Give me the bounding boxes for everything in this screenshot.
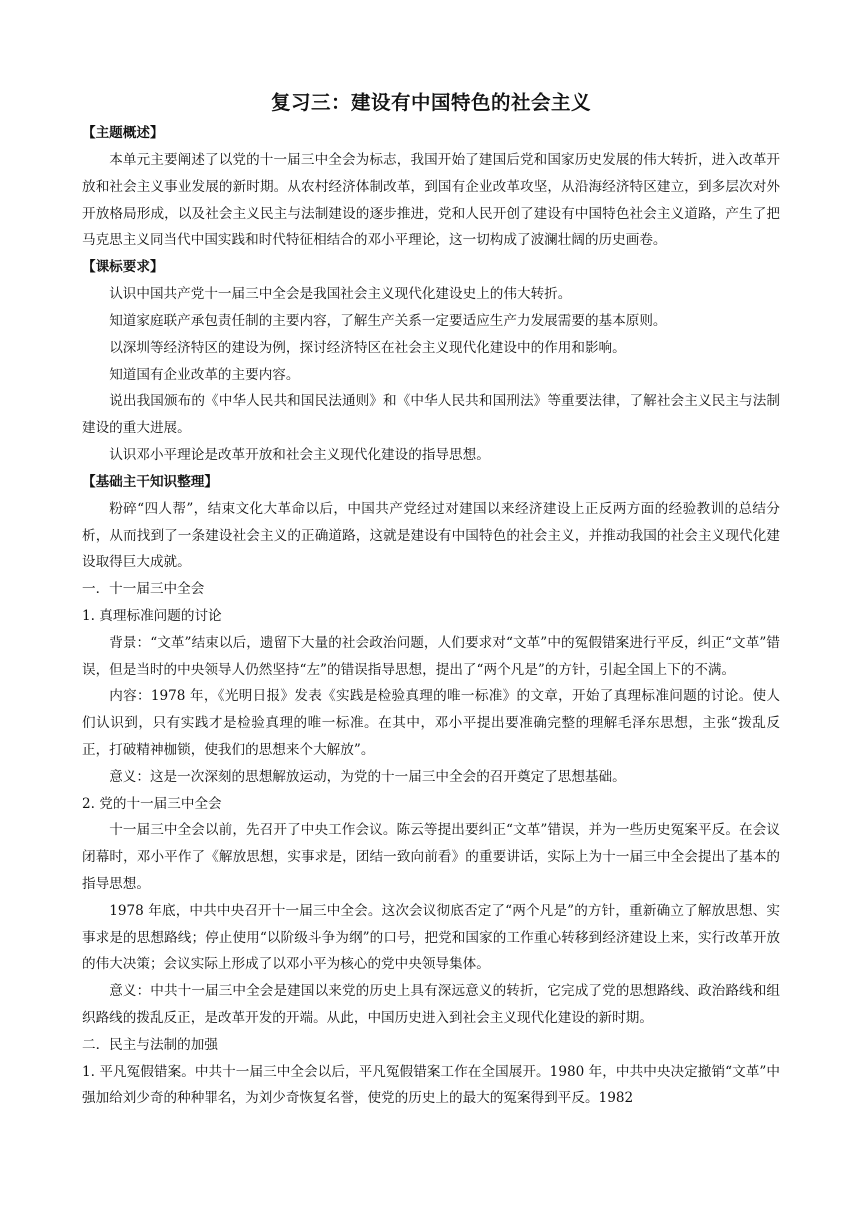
part2-heading: 二．民主与法制的加强 [82,1036,218,1053]
sub2-meaning: 意义：中共十一届三中全会是建国以来党的历史上具有深远意义的转折，它完成了党的思想路线、政治路线和组织路线的拨乱反正，是改革开发的开端。从此，中国历史进入到社会主义现代化建设的新时期。 [82,983,780,1026]
standard-item: 认识邓小平理论是改革开放和社会主义现代化建设的指导思想。 [109,446,490,463]
sub2-paragraph: 十一届三中全会以前，先召开了中央工作会议。陈云等提出要纠正“文革”错误，并为一些历史冤案平反。在会议闭幕时，邓小平作了《解放思想，实事求是，团结一致向前看》的重要讲话，实际上为十一届三中全会提出了基本的指导思想。 [82,822,780,892]
knowledge-heading: 【基础主干知识整理】 [82,473,218,490]
part2-paragraph: 1. 平凡冤假错案。中共十一届三中全会以后，平凡冤假错案工作在全国展开。1980 年，中共中央决定撤销“文革”中强加给刘少奇的种种罪名，为刘少奇恢复名誉，使党的历史上的最大的冤案得到平反。1982 [82,1063,780,1107]
sub1-heading: 1. 真理标准问题的讨论 [82,607,222,624]
page-title: 复习三：建设有中国特色的社会主义 [270,91,591,114]
standard-item: 知道家庭联产承包责任制的主要内容，了解生产关系一定要适应生产力发展需要的基本原则。 [109,312,667,329]
part1-heading: 一．十一届三中全会 [82,581,205,598]
standard-item: 说出我国颁布的《中华人民共和国民法通则》和《中华人民共和国刑法》等重要法律，了解社会主义民主与法制建设的重大进展。 [82,393,780,437]
sub2-heading: 2. 党的十一届三中全会 [82,795,222,812]
overview-heading: 【主题概述】 [82,125,164,141]
document-page [82,88,780,1112]
standard-heading: 【课标要求】 [82,259,164,276]
overview-paragraph: 本单元主要阐述了以党的十一届三中全会为标志，我国开始了建国后党和国家历史发展的伟大转折，进入改革开放和社会主义事业发展的新时期。从农村经济体制改革，到国有企业改革攻坚，从沿海经济特区建立，到多层次对外开放格局形成，以及社会主义民主与法制建设的逐步推进，党和人民开创了建设有中国特色社会主义道路，产生了把马克思主义同当代中国实践和时代特征相结合的邓小平理论，这一切构成了波澜壮阔的历史画卷。 [82,152,780,249]
sub1-meaning: 意义：这是一次深刻的思想解放运动，为党的十一届三中全会的召开奠定了思想基础。 [109,768,626,785]
sub2-paragraph: 1978 年底，中共中央召开十一届三中全会。这次会议彻底否定了“两个凡是”的方针，重新确立了解放思想、实事求是的思想路线；停止使用“以阶级斗争为纲”的口号，把党和国家的工作重心转移到经济建设上来，实行改革开放的伟大决策；会议实际上形成了以邓小平为核心的党中央领导集体。 [82,902,780,973]
sub1-content: 内容：1978 年，《光明日报》发表《实践是检验真理的唯一标准》的文章，开始了真理标准问题的讨论。使人们认识到，只有实践才是检验真理的唯一标准。在其中，邓小平提出要准确完整的理解毛泽东思想，主张“拨乱反正，打破精神枷锁，使我们的思想来个大解放”。 [82,688,780,758]
standard-item: 认识中国共产党十一届三中全会是我国社会主义现代化建设史上的伟大转折。 [109,286,572,303]
knowledge-intro: 粉碎“四人帮”，结束文化大革命以后，中国共产党经过对建国以来经济建设上正反两方面的经验教训的总结分析，从而找到了一条建设社会主义的正确道路，这就是建设有中国特色的社会主义，并推动我国的社会主义现代化建设取得巨大成就。 [82,500,780,571]
standard-item: 以深圳等经济特区的建设为例，探讨经济特区在社会主义现代化建设中的作用和影响。 [109,339,626,356]
standard-item: 知道国有企业改革的主要内容。 [109,366,300,383]
sub1-background: 背景：“文革”结束以后，遗留下大量的社会政治问题，人们要求对“文革”中的冤假错案进行平反，纠正“文革”错误，但是当时的中央领导人仍然坚持“左”的错误指导思想，提出了“两个凡是”的方针，引起全国上下的不满。 [82,634,780,678]
